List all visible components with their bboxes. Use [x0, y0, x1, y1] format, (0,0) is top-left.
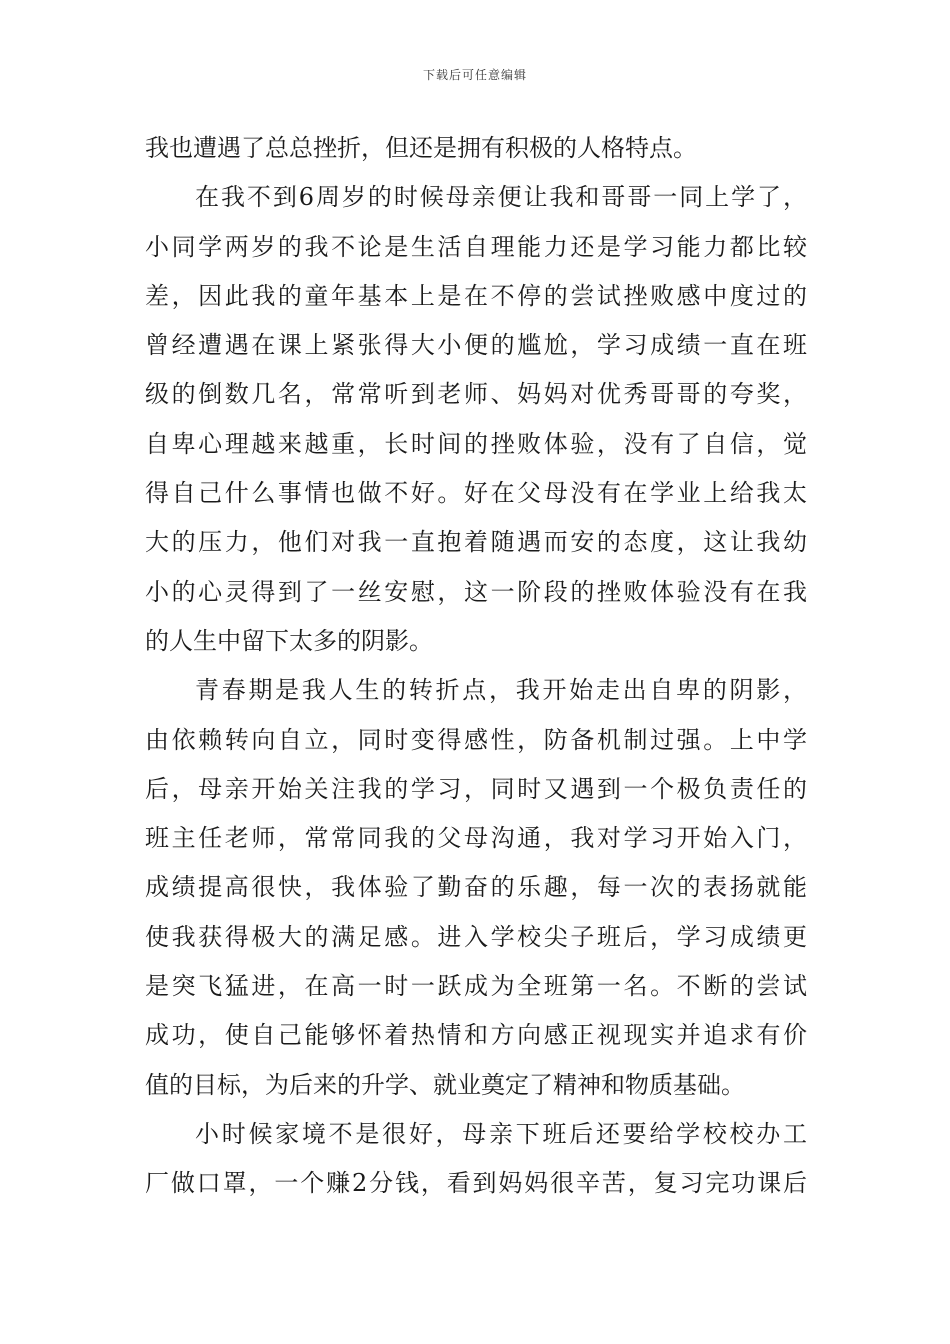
text-line: 大的压力，他们对我一直抱着随遇而安的态度，这让我幼 — [145, 528, 807, 557]
text-line: 差，因此我的童年基本上是在不停的尝试挫败感中度过的 — [145, 281, 807, 310]
text-line: 的人生中留下太多的阴影。 — [145, 626, 433, 655]
text-line: 使我获得极大的满足感。进入学校尖子班后，学习成绩更 — [145, 922, 807, 951]
page-header: 下载后可任意编辑 — [422, 68, 527, 82]
text-line: 值的目标，为后来的升学、就业奠定了精神和物质基础。 — [145, 1070, 745, 1099]
text-line: 小的心灵得到了一丝安慰，这一阶段的挫败体验没有在我 — [145, 577, 807, 606]
text-line: 厂做口罩，一个赚2分钱，看到妈妈很辛苦，复习完功课后 — [145, 1169, 807, 1198]
document-body — [145, 124, 807, 1209]
text-line: 是突飞猛进，在高一时一跃成为全班第一名。不断的尝试 — [145, 972, 807, 1001]
text-line: 小时候家境不是很好，母亲下班后还要给学校校办工 — [195, 1119, 807, 1148]
text-line: 曾经遭遇在课上紧张得大小便的尴尬，学习成绩一直在班 — [145, 331, 807, 360]
text-line: 班主任老师，常常同我的父母沟通，我对学习开始入门， — [145, 824, 807, 853]
text-line: 后，母亲开始关注我的学习，同时又遇到一个极负责任的 — [145, 774, 807, 803]
text-line: 我也遭遇了总总挫折，但还是拥有积极的人格特点。 — [145, 134, 697, 162]
text-line: 级的倒数几名，常常听到老师、妈妈对优秀哥哥的夸奖， — [145, 380, 807, 409]
text-line: 成功，使自己能够怀着热情和方向感正视现实并追求有价 — [145, 1021, 807, 1050]
text-line: 在我不到6周岁的时候母亲便让我和哥哥一同上学了， — [195, 183, 807, 212]
text-line: 青春期是我人生的转折点，我开始走出自卑的阴影， — [195, 676, 807, 705]
text-line: 由依赖转向自立，同时变得感性，防备机制过强。上中学 — [145, 725, 807, 754]
text-line: 自卑心理越来越重，长时间的挫败体验，没有了自信，觉 — [145, 429, 807, 458]
text-line: 小同学两岁的我不论是生活自理能力还是学习能力都比较 — [145, 232, 807, 261]
text-line: 成绩提高很快，我体验了勤奋的乐趣，每一次的表扬就能 — [145, 873, 807, 902]
text-line: 得自己什么事情也做不好。好在父母没有在学业上给我太 — [145, 479, 807, 508]
